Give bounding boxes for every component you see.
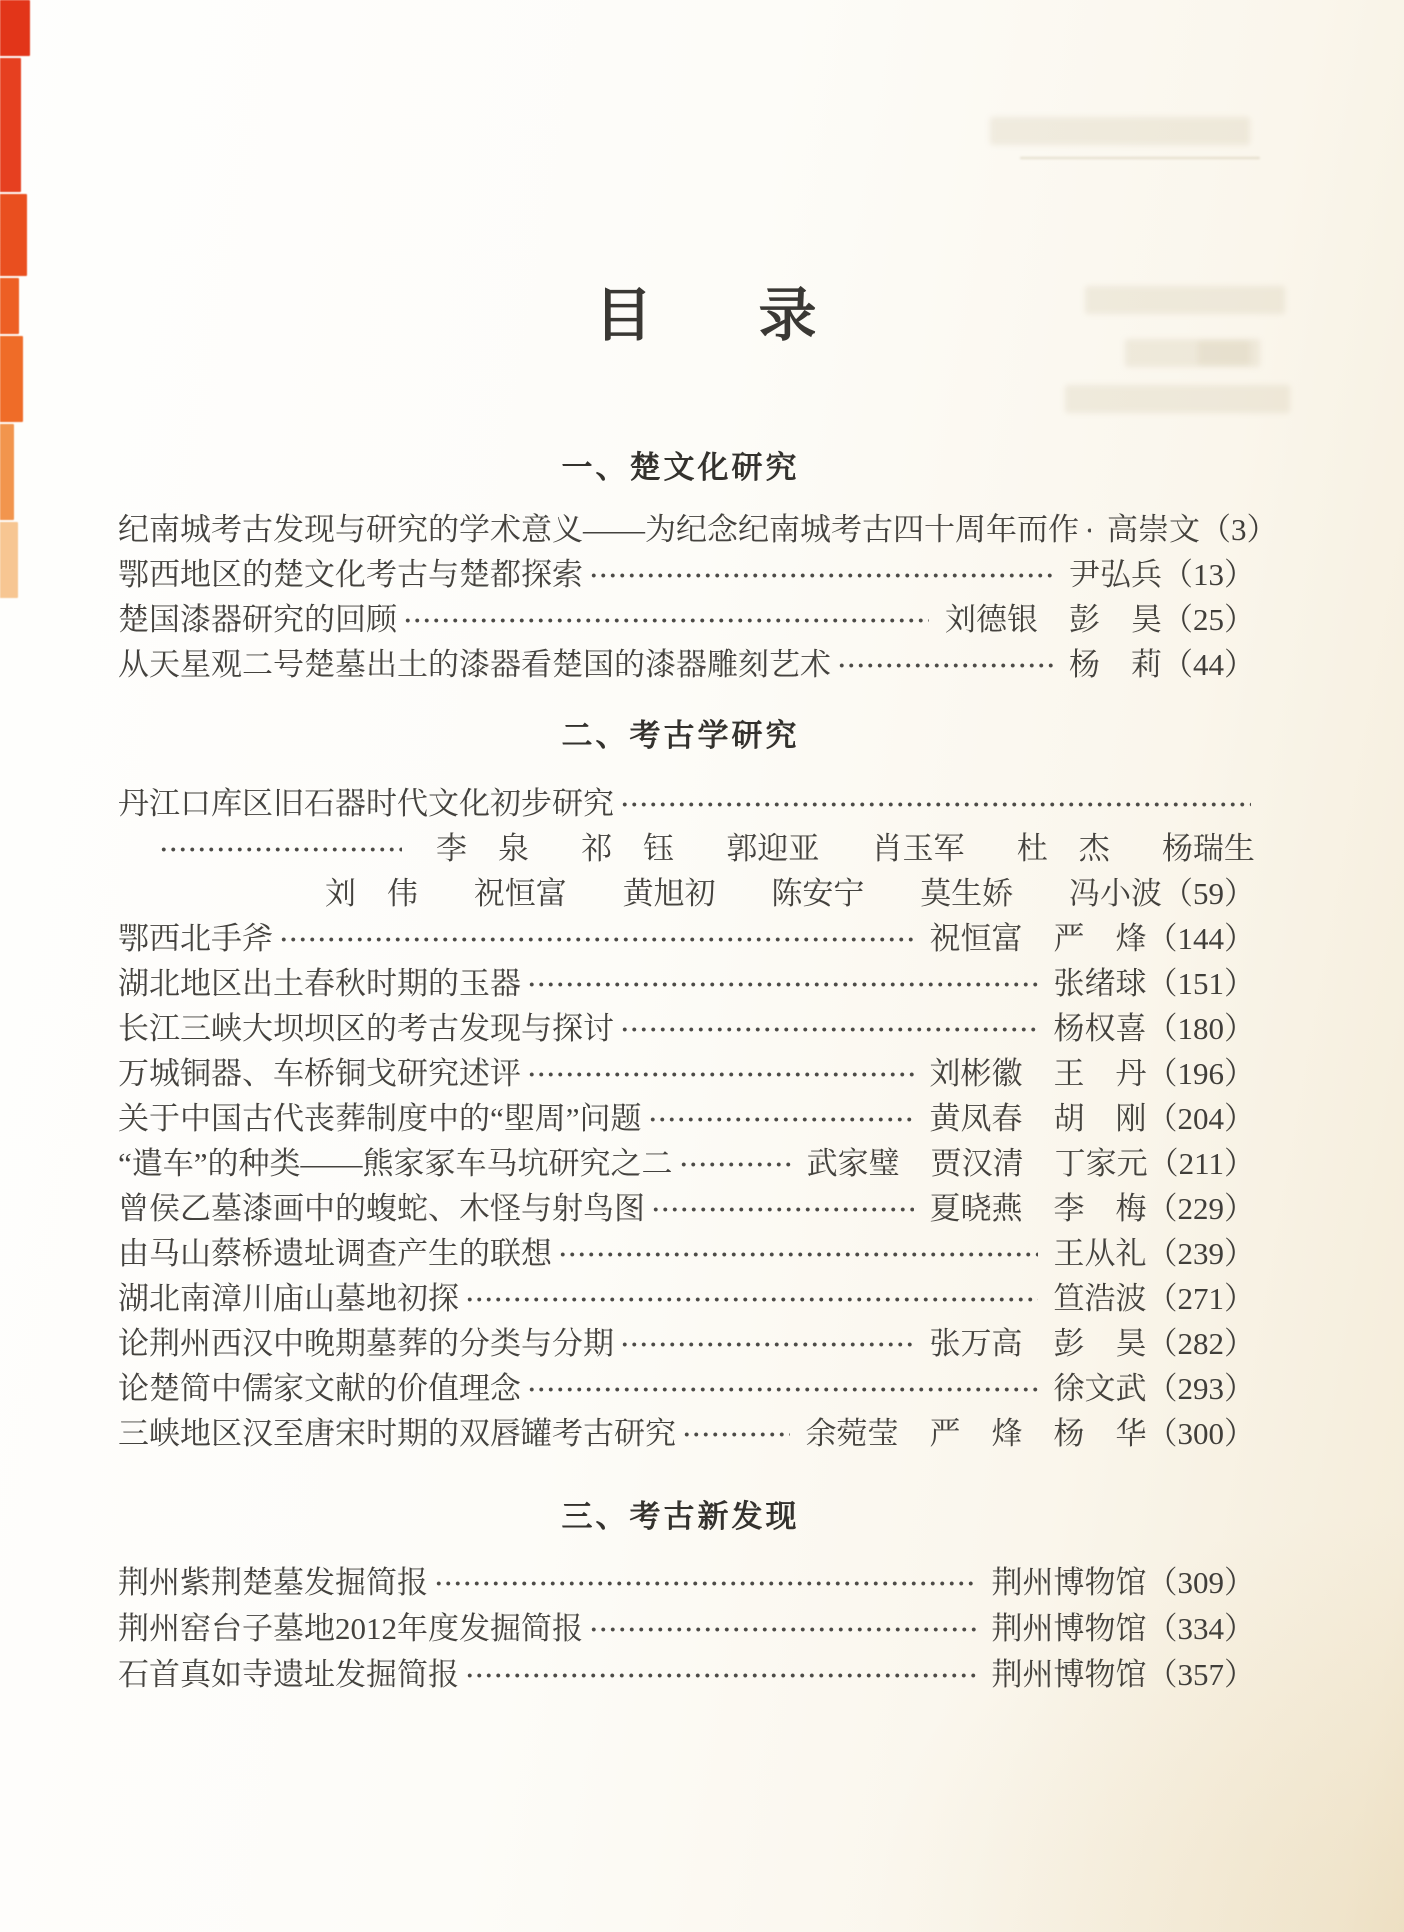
entry-page-number: （3） bbox=[1200, 512, 1278, 547]
entry-page-number: （229） bbox=[1146, 1191, 1255, 1226]
entry-authors: 笪浩波 bbox=[1053, 1281, 1147, 1316]
section-heading-archaeology-research: 二、考古学研究 bbox=[561, 718, 800, 753]
entry-authors: 刘彬徽 王 丹 bbox=[929, 1056, 1147, 1091]
entry-title: 万城铜器、车桥铜戈研究述评 bbox=[118, 1056, 521, 1091]
dot-leader bbox=[525, 1051, 914, 1096]
toc-entry bbox=[118, 1186, 1255, 1231]
section-heading-new-discoveries: 三、考古新发现 bbox=[561, 1499, 800, 1534]
author-name: 肖玉军 bbox=[871, 831, 965, 866]
author-name: 莫生娇 bbox=[920, 876, 1014, 911]
entry-title: 荆州紫荆楚墓发掘简报 bbox=[118, 1565, 428, 1600]
entry-authors: 余菀莹 严 烽 杨 华 bbox=[805, 1416, 1147, 1451]
entry-title: 关于中国古代丧葬制度中的“堲周”问题 bbox=[118, 1101, 642, 1136]
toc-entry bbox=[118, 1606, 1255, 1652]
author-name: 陈安宁 bbox=[771, 876, 865, 911]
entry-title: 鄂西地区的楚文化考古与楚都探索 bbox=[118, 557, 583, 592]
dot-leader bbox=[157, 826, 402, 871]
entry-authors: 荆州博物馆 bbox=[991, 1611, 1147, 1646]
entry-authors: 杨 莉 bbox=[1069, 647, 1162, 682]
entry-authors: 武家璧 贾汉清 丁家元 bbox=[806, 1146, 1148, 1181]
entry-page-number: （282） bbox=[1146, 1326, 1255, 1361]
author-name: 祝恒富 bbox=[473, 876, 567, 911]
entry-page-number: （25） bbox=[1162, 602, 1255, 637]
dot-leader bbox=[646, 1096, 914, 1141]
entry-authors: 张绪球 bbox=[1053, 966, 1147, 1001]
entry-authors: 荆州博物馆 bbox=[991, 1565, 1147, 1600]
entry-page-number: （13） bbox=[1162, 557, 1255, 592]
entry-page-number: （204） bbox=[1146, 1101, 1255, 1136]
author-name: 杜 杰 bbox=[1016, 831, 1110, 866]
entry-authors: 张万高 彭 昊 bbox=[929, 1326, 1147, 1361]
toc-entry bbox=[118, 1276, 1255, 1321]
page-title: 目 录 bbox=[594, 283, 841, 348]
entry-page-number: （293） bbox=[1146, 1371, 1255, 1406]
red-strip-segment bbox=[0, 58, 21, 192]
author-name: 冯小波 bbox=[1068, 876, 1162, 911]
dot-leader bbox=[587, 1606, 976, 1652]
dot-leader bbox=[277, 916, 914, 961]
entry-title: 论楚简中儒家文献的价值理念 bbox=[118, 1371, 521, 1406]
red-strip-segment bbox=[0, 278, 19, 334]
dot-leader bbox=[525, 1366, 1038, 1411]
entry-authors: 夏晓燕 李 梅 bbox=[929, 1191, 1147, 1226]
toc-entry bbox=[118, 1411, 1255, 1456]
toc-entry bbox=[118, 507, 1278, 552]
toc-entry bbox=[118, 597, 1255, 642]
entry-title: 湖北南漳川庙山墓地初探 bbox=[118, 1281, 459, 1316]
author-name: 李 泉 bbox=[436, 831, 529, 866]
entry-authors: 王从礼 bbox=[1053, 1236, 1147, 1271]
toc-entry bbox=[118, 1652, 1255, 1698]
entry-title: 论荆州西汉中晚期墓葬的分类与分期 bbox=[118, 1326, 614, 1361]
author-name-list bbox=[406, 826, 1255, 871]
toc-entry bbox=[118, 1006, 1255, 1051]
entry-title: 丹江口库区旧石器时代文化初步研究 bbox=[118, 786, 614, 821]
dot-leader bbox=[649, 1186, 914, 1231]
author-name: 刘 伟 bbox=[325, 876, 418, 911]
dot-leader bbox=[1083, 507, 1091, 552]
entry-title: 曾侯乙墓漆画中的蝮蛇、木怪与射鸟图 bbox=[118, 1191, 645, 1226]
entry-title: 三峡地区汉至唐宋时期的双唇罐考古研究 bbox=[118, 1416, 676, 1451]
entry-page-number: （300） bbox=[1146, 1416, 1255, 1451]
author-name: 郭迎亚 bbox=[726, 831, 820, 866]
section-heading-chu-culture: 一、楚文化研究 bbox=[561, 450, 800, 485]
toc-entry bbox=[118, 1096, 1255, 1141]
toc-entry bbox=[118, 1051, 1255, 1096]
entry-page-number: （196） bbox=[1146, 1056, 1255, 1091]
dot-leader bbox=[556, 1231, 1038, 1276]
entry-authors: 高崇文 bbox=[1107, 512, 1200, 547]
entry-page-number: （44） bbox=[1162, 647, 1255, 682]
red-strip-segment bbox=[0, 194, 27, 276]
entry-title: 纪南城考古发现与研究的学术意义——为纪念纪南城考古四十周年而作 bbox=[118, 512, 1079, 547]
dot-leader bbox=[401, 597, 929, 642]
red-strip-segment bbox=[0, 522, 18, 598]
dot-leader bbox=[680, 1411, 790, 1456]
entry-page-number: （334） bbox=[1146, 1611, 1255, 1646]
entry-title: 湖北地区出土春秋时期的玉器 bbox=[118, 966, 521, 1001]
toc-entry bbox=[118, 961, 1255, 1006]
entry-title: 长江三峡大坝坝区的考古发现与探讨 bbox=[118, 1011, 614, 1046]
dot-leader bbox=[835, 642, 1053, 687]
author-name: 杨瑞生 bbox=[1161, 831, 1255, 866]
dot-leader bbox=[463, 1276, 1038, 1321]
dot-leader bbox=[587, 552, 1053, 597]
toc-content bbox=[118, 0, 1278, 1698]
entry-page-number: （180） bbox=[1146, 1011, 1255, 1046]
dot-leader bbox=[463, 1652, 976, 1698]
entry-authors: 尹弘兵 bbox=[1069, 557, 1162, 592]
author-and-page bbox=[1069, 871, 1255, 916]
toc-entry bbox=[118, 642, 1255, 687]
entry-page-number: （211） bbox=[1147, 1146, 1255, 1181]
entry-title: 石首真如寺遗址发掘简报 bbox=[118, 1657, 459, 1692]
entry-title: 从天星观二号楚墓出土的漆器看楚国的漆器雕刻艺术 bbox=[118, 647, 831, 682]
red-strip-segment bbox=[0, 336, 23, 422]
author-name-list bbox=[325, 871, 1255, 916]
entry-page-number: （59） bbox=[1161, 876, 1255, 911]
dot-leader bbox=[432, 1560, 976, 1606]
toc-entry bbox=[118, 1141, 1255, 1186]
left-edge-red-strip bbox=[0, 0, 40, 640]
entry-page-number: （239） bbox=[1146, 1236, 1255, 1271]
entry-authors: 杨权喜 bbox=[1053, 1011, 1147, 1046]
toc-entry bbox=[118, 1560, 1255, 1606]
entry-title: 鄂西北手斧 bbox=[118, 921, 273, 956]
entry-authors: 荆州博物馆 bbox=[991, 1657, 1147, 1692]
dot-leader bbox=[618, 781, 1251, 826]
entry-title: 由马山蔡桥遗址调查产生的联想 bbox=[118, 1236, 552, 1271]
author-name: 黄旭初 bbox=[622, 876, 716, 911]
entry-title: 楚国漆器研究的回顾 bbox=[118, 602, 397, 637]
toc-entry bbox=[118, 781, 1255, 826]
author-name: 祁 钰 bbox=[581, 831, 675, 866]
entry-page-number: （357） bbox=[1146, 1657, 1255, 1692]
red-strip-segment bbox=[0, 424, 14, 520]
dot-leader bbox=[618, 1006, 1038, 1051]
entry-authors: 祝恒富 严 烽 bbox=[929, 921, 1147, 956]
entry-authors: 徐文武 bbox=[1053, 1371, 1147, 1406]
entry-title: “遣车”的种类——熊家冢车马坑研究之二 bbox=[118, 1146, 673, 1181]
dot-leader bbox=[618, 1321, 914, 1366]
dot-leader bbox=[525, 961, 1038, 1006]
entry-title: 荆州窑台子墓地2012年度发掘简报 bbox=[118, 1611, 583, 1646]
entry-authors: 刘德银 彭 昊 bbox=[945, 602, 1162, 637]
red-strip-segment bbox=[0, 0, 30, 56]
toc-entry-authors-continuation bbox=[153, 826, 1255, 871]
toc-entry bbox=[118, 1231, 1255, 1276]
toc-entry-authors-continuation bbox=[325, 871, 1255, 916]
entry-page-number: （151） bbox=[1146, 966, 1255, 1001]
entry-authors: 黄凤春 胡 刚 bbox=[929, 1101, 1147, 1136]
entry-page-number: （309） bbox=[1146, 1565, 1255, 1600]
dot-leader bbox=[677, 1141, 791, 1186]
toc-entry bbox=[118, 552, 1255, 597]
toc-entry bbox=[118, 916, 1255, 961]
toc-entry bbox=[118, 1321, 1255, 1366]
toc-entry bbox=[118, 1366, 1255, 1411]
entry-page-number: （144） bbox=[1146, 921, 1255, 956]
entry-page-number: （271） bbox=[1146, 1281, 1255, 1316]
